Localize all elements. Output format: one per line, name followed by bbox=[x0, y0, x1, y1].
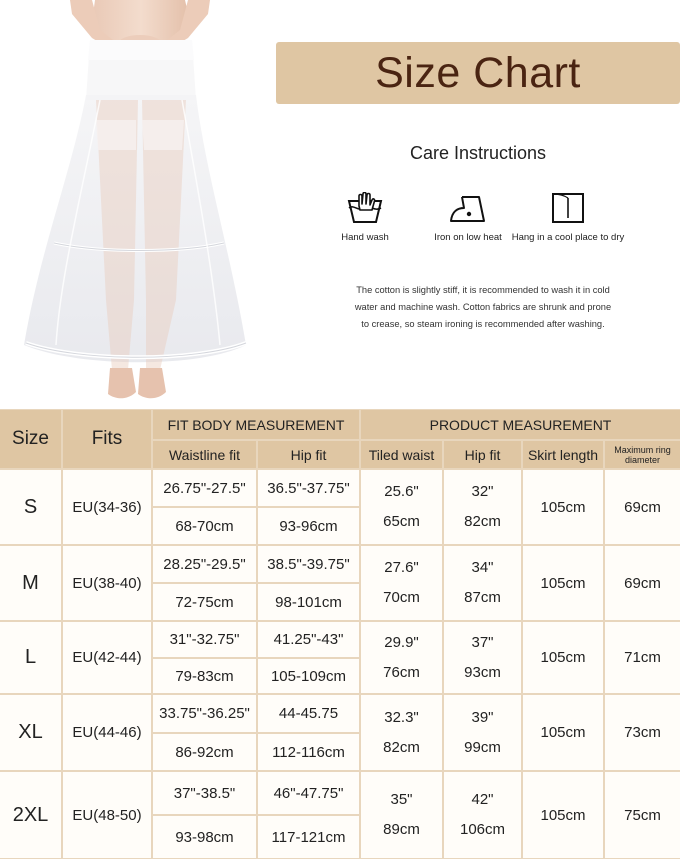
tiled-waist-inches: 32.3" bbox=[384, 708, 419, 726]
product-hip-inches: 34" bbox=[471, 559, 494, 576]
waistline-fit-inches: 37"-38.5" bbox=[153, 772, 256, 814]
product-hip-cm: 87cm bbox=[464, 589, 501, 606]
product-hip-inches: 39" bbox=[471, 708, 494, 726]
product-hip-inches: 32" bbox=[471, 483, 494, 500]
maximum-ring-diameter: 75cm bbox=[605, 772, 680, 858]
care-item-iron bbox=[423, 192, 513, 243]
waistline-fit-inches: 31"-32.75" bbox=[153, 622, 256, 657]
tiled-waist-inches: 29.9" bbox=[384, 633, 419, 651]
tiled-waist-cm: 82cm bbox=[383, 738, 420, 756]
skirt-length: 105cm bbox=[523, 622, 603, 693]
product-hip-fit bbox=[444, 546, 521, 620]
care-item-hang-dry bbox=[510, 192, 626, 243]
header-tiled-waist: Tiled waist bbox=[361, 441, 442, 468]
hand-wash-icon bbox=[346, 192, 384, 224]
tiled-waist-cm: 89cm bbox=[383, 821, 420, 838]
care-text-line: The cotton is slightly stiff, it is recommended to wash it in cold bbox=[356, 285, 610, 295]
tiled-waist bbox=[361, 622, 442, 693]
product-photo bbox=[0, 0, 272, 405]
iron-low-heat-icon bbox=[448, 192, 488, 224]
product-hip-fit bbox=[444, 470, 521, 544]
care-label-iron: Iron on low heat bbox=[434, 232, 502, 243]
product-hip-fit bbox=[444, 772, 521, 858]
care-description bbox=[330, 282, 636, 333]
product-hip-inches: 37" bbox=[471, 633, 494, 651]
size-chart-banner bbox=[276, 42, 680, 104]
tiled-waist-inches: 25.6" bbox=[384, 483, 419, 500]
size-label: 2XL bbox=[0, 772, 61, 858]
care-label-hand-wash: Hand wash bbox=[341, 232, 389, 243]
tiled-waist bbox=[361, 695, 442, 770]
hang-dry-icon bbox=[551, 192, 585, 224]
hip-fit-inches: 41.25"-43" bbox=[258, 622, 359, 657]
fits-eu-size: EU(44-46) bbox=[63, 695, 151, 770]
maximum-ring-diameter: 73cm bbox=[605, 695, 680, 770]
care-item-hand-wash bbox=[320, 192, 410, 243]
care-instructions-title: Care Instructions bbox=[409, 143, 547, 163]
header-product-hip-fit: Hip fit bbox=[444, 441, 521, 468]
size-table bbox=[0, 409, 680, 859]
product-hip-cm: 82cm bbox=[464, 513, 501, 530]
tiled-waist-cm: 70cm bbox=[383, 589, 420, 606]
size-label: M bbox=[0, 546, 61, 620]
maximum-ring-diameter: 71cm bbox=[605, 622, 680, 693]
hip-fit-inches: 38.5"-39.75" bbox=[258, 546, 359, 582]
tiled-waist bbox=[361, 772, 442, 858]
waistline-fit-cm: 68-70cm bbox=[153, 508, 256, 544]
header-fit-body-measurement: FIT BODY MEASUREMENT bbox=[153, 410, 359, 439]
product-hip-fit bbox=[444, 622, 521, 693]
care-text-line: to crease, so steam ironing is recommended after washing. bbox=[361, 319, 605, 329]
header-size: Size bbox=[0, 410, 61, 468]
header-fits: Fits bbox=[63, 410, 151, 468]
fits-eu-size: EU(34-36) bbox=[63, 470, 151, 544]
header-maximum-ring-diameter: Maximum ring diameter bbox=[605, 441, 680, 468]
tiled-waist bbox=[361, 546, 442, 620]
care-label-hang-dry: Hang in a cool place to dry bbox=[511, 232, 625, 243]
product-hip-inches: 42" bbox=[471, 791, 494, 808]
size-label: XL bbox=[0, 695, 61, 770]
product-hip-cm: 106cm bbox=[459, 821, 506, 838]
tiled-waist-inches: 35" bbox=[390, 791, 413, 808]
tiled-waist bbox=[361, 470, 442, 544]
tiled-waist-cm: 76cm bbox=[383, 663, 420, 681]
hip-fit-inches: 44-45.75 bbox=[258, 695, 359, 732]
fits-eu-size: EU(38-40) bbox=[63, 546, 151, 620]
skirt-length: 105cm bbox=[523, 772, 603, 858]
hip-fit-cm: 112-116cm bbox=[258, 734, 359, 770]
waistline-fit-cm: 79-83cm bbox=[153, 659, 256, 693]
hip-fit-cm: 105-109cm bbox=[258, 659, 359, 693]
maximum-ring-diameter: 69cm bbox=[605, 470, 680, 544]
waistline-fit-inches: 26.75"-27.5" bbox=[153, 470, 256, 506]
waistline-fit-cm: 72-75cm bbox=[153, 584, 256, 620]
header-product-measurement: PRODUCT MEASUREMENT bbox=[361, 410, 680, 439]
tiled-waist-cm: 65cm bbox=[383, 513, 420, 530]
hip-fit-cm: 117-121cm bbox=[258, 816, 359, 858]
waistline-fit-inches: 28.25"-29.5" bbox=[153, 546, 256, 582]
product-hip-fit bbox=[444, 695, 521, 770]
skirt-length: 105cm bbox=[523, 470, 603, 544]
tiled-waist-inches: 27.6" bbox=[384, 559, 419, 576]
hip-fit-cm: 98-101cm bbox=[258, 584, 359, 620]
fits-eu-size: EU(42-44) bbox=[63, 622, 151, 693]
care-text-line: water and machine wash. Cotton fabrics are shrunk and prone bbox=[354, 302, 612, 312]
waistline-fit-cm: 86-92cm bbox=[153, 734, 256, 770]
product-hip-cm: 99cm bbox=[464, 738, 501, 756]
hip-fit-inches: 46"-47.75" bbox=[258, 772, 359, 814]
waistline-fit-inches: 33.75"-36.25" bbox=[153, 695, 256, 732]
header-skirt-length: Skirt length bbox=[523, 441, 603, 468]
header-waistline-fit: Waistline fit bbox=[153, 441, 256, 468]
fits-eu-size: EU(48-50) bbox=[63, 772, 151, 858]
size-chart-title: Size Chart bbox=[375, 48, 581, 97]
hip-fit-cm: 93-96cm bbox=[258, 508, 359, 544]
skirt-length: 105cm bbox=[523, 546, 603, 620]
hip-fit-inches: 36.5"-37.75" bbox=[258, 470, 359, 506]
size-label: L bbox=[0, 622, 61, 693]
waistline-fit-cm: 93-98cm bbox=[153, 816, 256, 858]
header-hip-fit: Hip fit bbox=[258, 441, 359, 468]
maximum-ring-diameter: 69cm bbox=[605, 546, 680, 620]
skirt-length: 105cm bbox=[523, 695, 603, 770]
size-label: S bbox=[0, 470, 61, 544]
product-hip-cm: 93cm bbox=[464, 663, 501, 681]
